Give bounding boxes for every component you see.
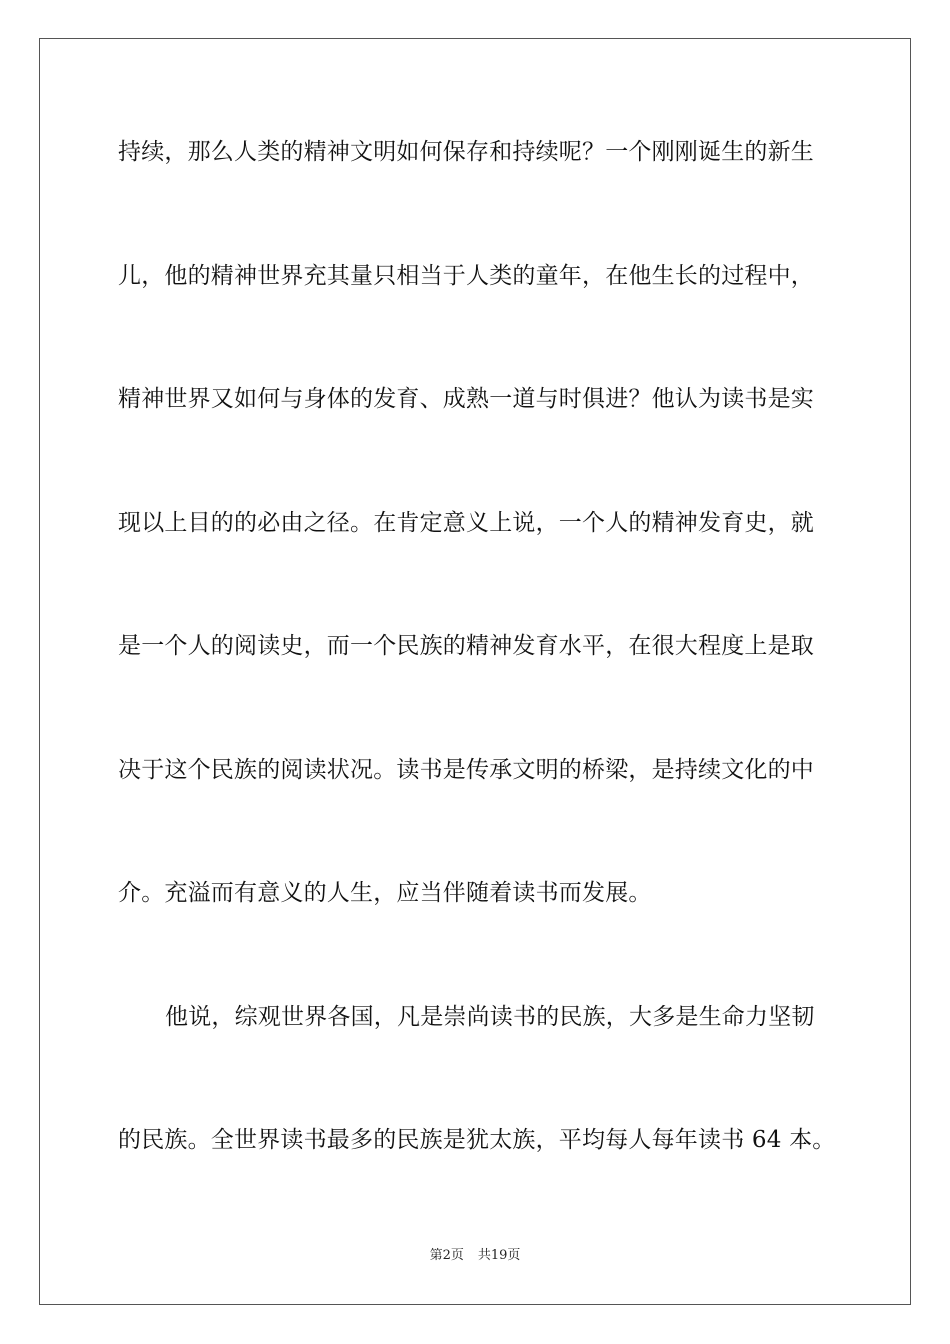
text-line: 精神世界又如何与身体的发育、成熟一道与时俱进？他认为读书是实 (118, 386, 814, 412)
text-line: 儿，他的精神世界充其量只相当于人类的童年，在他生长的过程中， (118, 263, 814, 289)
text-line: 现以上目的的必由之径。在肯定意义上说，一个人的精神发育史，就 (118, 510, 814, 536)
page-footer (0, 1247, 950, 1265)
page-total: 共19页 (477, 1248, 521, 1263)
page-number: 第2页 (429, 1248, 464, 1263)
page-border (39, 38, 911, 1305)
text-line: 决于这个民族的阅读状况。读书是传承文明的桥梁，是持续文化的中 (118, 757, 814, 783)
text-line: 的民族。全世界读书最多的民族是犹太族，平均每人每年读书 64 本。 (118, 1127, 836, 1153)
text-line: 是一个人的阅读史，而一个民族的精神发育水平，在很大程度上是取 (118, 633, 814, 659)
text-line: 介。充溢而有意义的人生，应当伴随着读书而发展。 (118, 880, 652, 906)
paragraph-first-line: 他说，综观世界各国，凡是崇尚读书的民族，大多是生命力坚韧 (165, 1004, 815, 1030)
text-line: 持续，那么人类的精神文明如何保存和持续呢？一个刚刚诞生的新生 (118, 139, 814, 165)
